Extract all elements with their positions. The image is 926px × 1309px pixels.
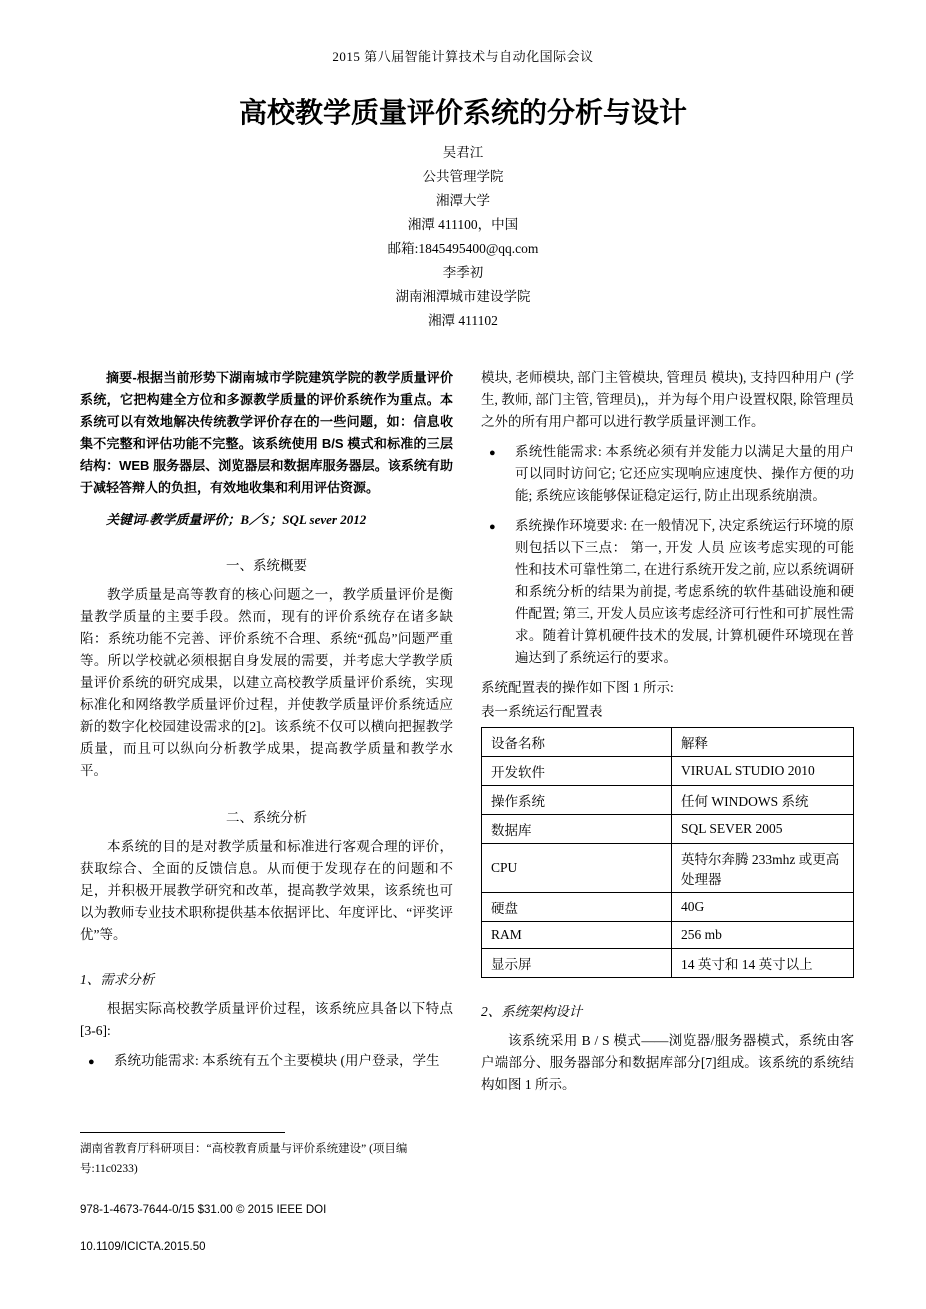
table-cell-desc: VIRUAL STUDIO 2010	[672, 757, 854, 786]
left-column	[80, 367, 453, 1096]
table-cell-desc: SQL SEVER 2005	[672, 815, 854, 844]
section-heading-1: 一、系统概要	[226, 558, 307, 574]
footnote-divider	[80, 1132, 285, 1133]
table-cell-desc: 英特尔奔腾 233mhz 或更高处理器	[672, 844, 854, 893]
table-row	[482, 893, 854, 922]
section-1-body: 教学质量是高等教育的核心问题之一，教学质量评价是衡量教学质量的主要手段。然而，现有的评价系统存在诸多缺陷：系统功能不完善、评价系统不合理、系统“孤岛”问题严重等。所以学校就必须根据自身发展的需要，并考虑大学教学质量评价系统的研究成果，以建立高校教学质量评价系统，实现标准化和网络教学质量评价过程，并使教学质量评价系统适应新的数字化校园建设需求的[2]。该系统不仅可以横向把握教学质量，而且可以纵向分析教学成果，提高教学质量和教学水平。	[80, 587, 453, 779]
two-column-body	[80, 367, 854, 1096]
copyright-line: 978-1-4673-7644-0/15 $31.00 © 2015 IEEE DOI	[80, 1204, 327, 1216]
subsection-heading-2: 2、系统架构设计	[481, 1004, 583, 1019]
table-cell-device: 显示屏	[482, 949, 672, 978]
table-cell-device: CPU	[482, 844, 672, 893]
table-row	[482, 844, 854, 893]
table-cell-device: 操作系统	[482, 786, 672, 815]
table-row	[482, 757, 854, 786]
conference-header: 2015 第八届智能计算技术与自动化国际会议	[332, 49, 594, 64]
keywords-line: 关键词-教学质量评价；B／S；SQL sever 2012	[106, 511, 367, 527]
table-cell-device: RAM	[482, 922, 672, 949]
table-row	[482, 815, 854, 844]
paper-title: 高校教学质量评价系统的分析与设计	[238, 97, 687, 128]
table-caption: 表一系统运行配置表	[481, 704, 603, 719]
bullet-item-2	[481, 441, 854, 507]
author-affiliation-1: 公共管理学院	[422, 169, 504, 184]
table-cell-desc: 40G	[672, 893, 854, 922]
table-intro: 系统配置表的操作如下图 1 所示:	[481, 680, 674, 695]
author-affiliation-2: 湖南湘潭城市建设学院	[395, 289, 531, 304]
bullet-item-3	[481, 515, 854, 669]
author-name-2: 李季初	[442, 265, 484, 280]
table-cell-device: 开发软件	[482, 757, 672, 786]
funding-footnote	[80, 1132, 453, 1179]
author-name-1: 吴君江	[442, 145, 484, 160]
table-row	[482, 786, 854, 815]
subsection-1-intro: 根据实际高校教学质量评价过程，该系统应具备以下特点[3-6]:	[80, 1001, 453, 1039]
bullet-3-text: 系统操作环境要求: 在一般情况下, 决定系统运行环境的原则包括以下三点： 第一, 开发 人员 应该考虑实现的可能性和技术可靠性第二, 在进行系统开发之前, 应以系统调研和系统分析的结果为前提, 考虑系统的软件基础设施和硬件配置; 第三, 开发人员应该考虑经济可行性和可扩展性需求。随着计算机硬件技术的发展, 计算机硬件环境现在普遍达到了系统运行的要求。	[515, 518, 854, 665]
author-university-1: 湘潭大学	[436, 193, 490, 208]
author-email-1: 邮箱:1845495400@qq.com	[387, 241, 539, 256]
author-address-2: 湘潭 411102	[428, 313, 498, 328]
footnote-text: 湖南省教育厅科研项目：“高校教育质量与评价系统建设” (项目编号:11c0233)	[80, 1143, 408, 1175]
section-2-body: 本系统的目的是对教学质量和标准进行客观合理的评价，获取综合、全面的反馈信息。从而便于发现存在的问题和不足，并积极开展教学研究和改革，提高教学效果，该系统也可以为教师专业技术职称提供基本依据评比、年度评比、“评奖评优”等。	[80, 839, 453, 943]
table-row	[482, 922, 854, 949]
subsection-2-body: 该系统采用 B / S 模式——浏览器/服务器模式，系统由客户端部分、服务器部分和数据库部分[7]组成。该系统的系统结构如图 1 所示。	[481, 1033, 854, 1092]
bullet-1-text: 系统功能需求: 本系统有五个主要模块 (用户登录，学生	[114, 1053, 440, 1069]
table-cell-desc: 256 mb	[672, 922, 854, 949]
section-heading-2: 二、系统分析	[226, 810, 307, 826]
author-address-1: 湘潭 411100，中国	[407, 217, 519, 232]
table-cell-desc: 14 英寸和 14 英寸以上	[672, 949, 854, 978]
bullet-icon	[481, 515, 515, 669]
system-config-table	[481, 727, 854, 978]
table-header-device: 设备名称	[482, 728, 672, 757]
bullet-item-1	[80, 1050, 453, 1072]
table-cell-desc: 任何 WINDOWS 系统	[672, 786, 854, 815]
table-row	[482, 949, 854, 978]
table-header-row	[482, 728, 854, 757]
table-header-desc: 解释	[672, 728, 854, 757]
author-block	[0, 141, 926, 333]
table-cell-device: 数据库	[482, 815, 672, 844]
right-column	[481, 367, 854, 1096]
bullet-icon	[481, 441, 515, 507]
subsection-heading-1: 1、需求分析	[80, 972, 155, 988]
doi-line: 10.1109/ICICTA.2015.50	[80, 1241, 206, 1253]
bullet-2-text: 系统性能需求: 本系统必须有并发能力以满足大量的用户可以同时访问它; 它还应实现响应速度快、操作方便的功能; 系统应该能够保证稳定运行, 防止出现系统崩溃。	[515, 444, 854, 503]
table-cell-device: 硬盘	[482, 893, 672, 922]
bullet-icon	[80, 1050, 114, 1072]
continuation-paragraph: 模块, 老师模块, 部门主管模块, 管理员 模块), 支持四种用户 (学生, 教师, 部门主管, 管理员),，并为每个用户设置权限, 除管理员之外的所有用户都可以进行教学质量评测工作。	[481, 370, 854, 429]
abstract-paragraph: 摘要-根据当前形势下湖南城市学院建筑学院的教学质量评价系统，它把构建全方位和多源教学质量的评价系统作为重点。本系统可以有效地解决传统教学评价存在的一些问题，如：信息收集不完整和评估功能不完整。该系统使用 B/S 模式和标准的三层结构：WEB 服务器层、浏览器层和数据库服务器层。该系统有助于减轻答辩人的负担，有效地收集和利用评估资源。	[80, 370, 453, 496]
